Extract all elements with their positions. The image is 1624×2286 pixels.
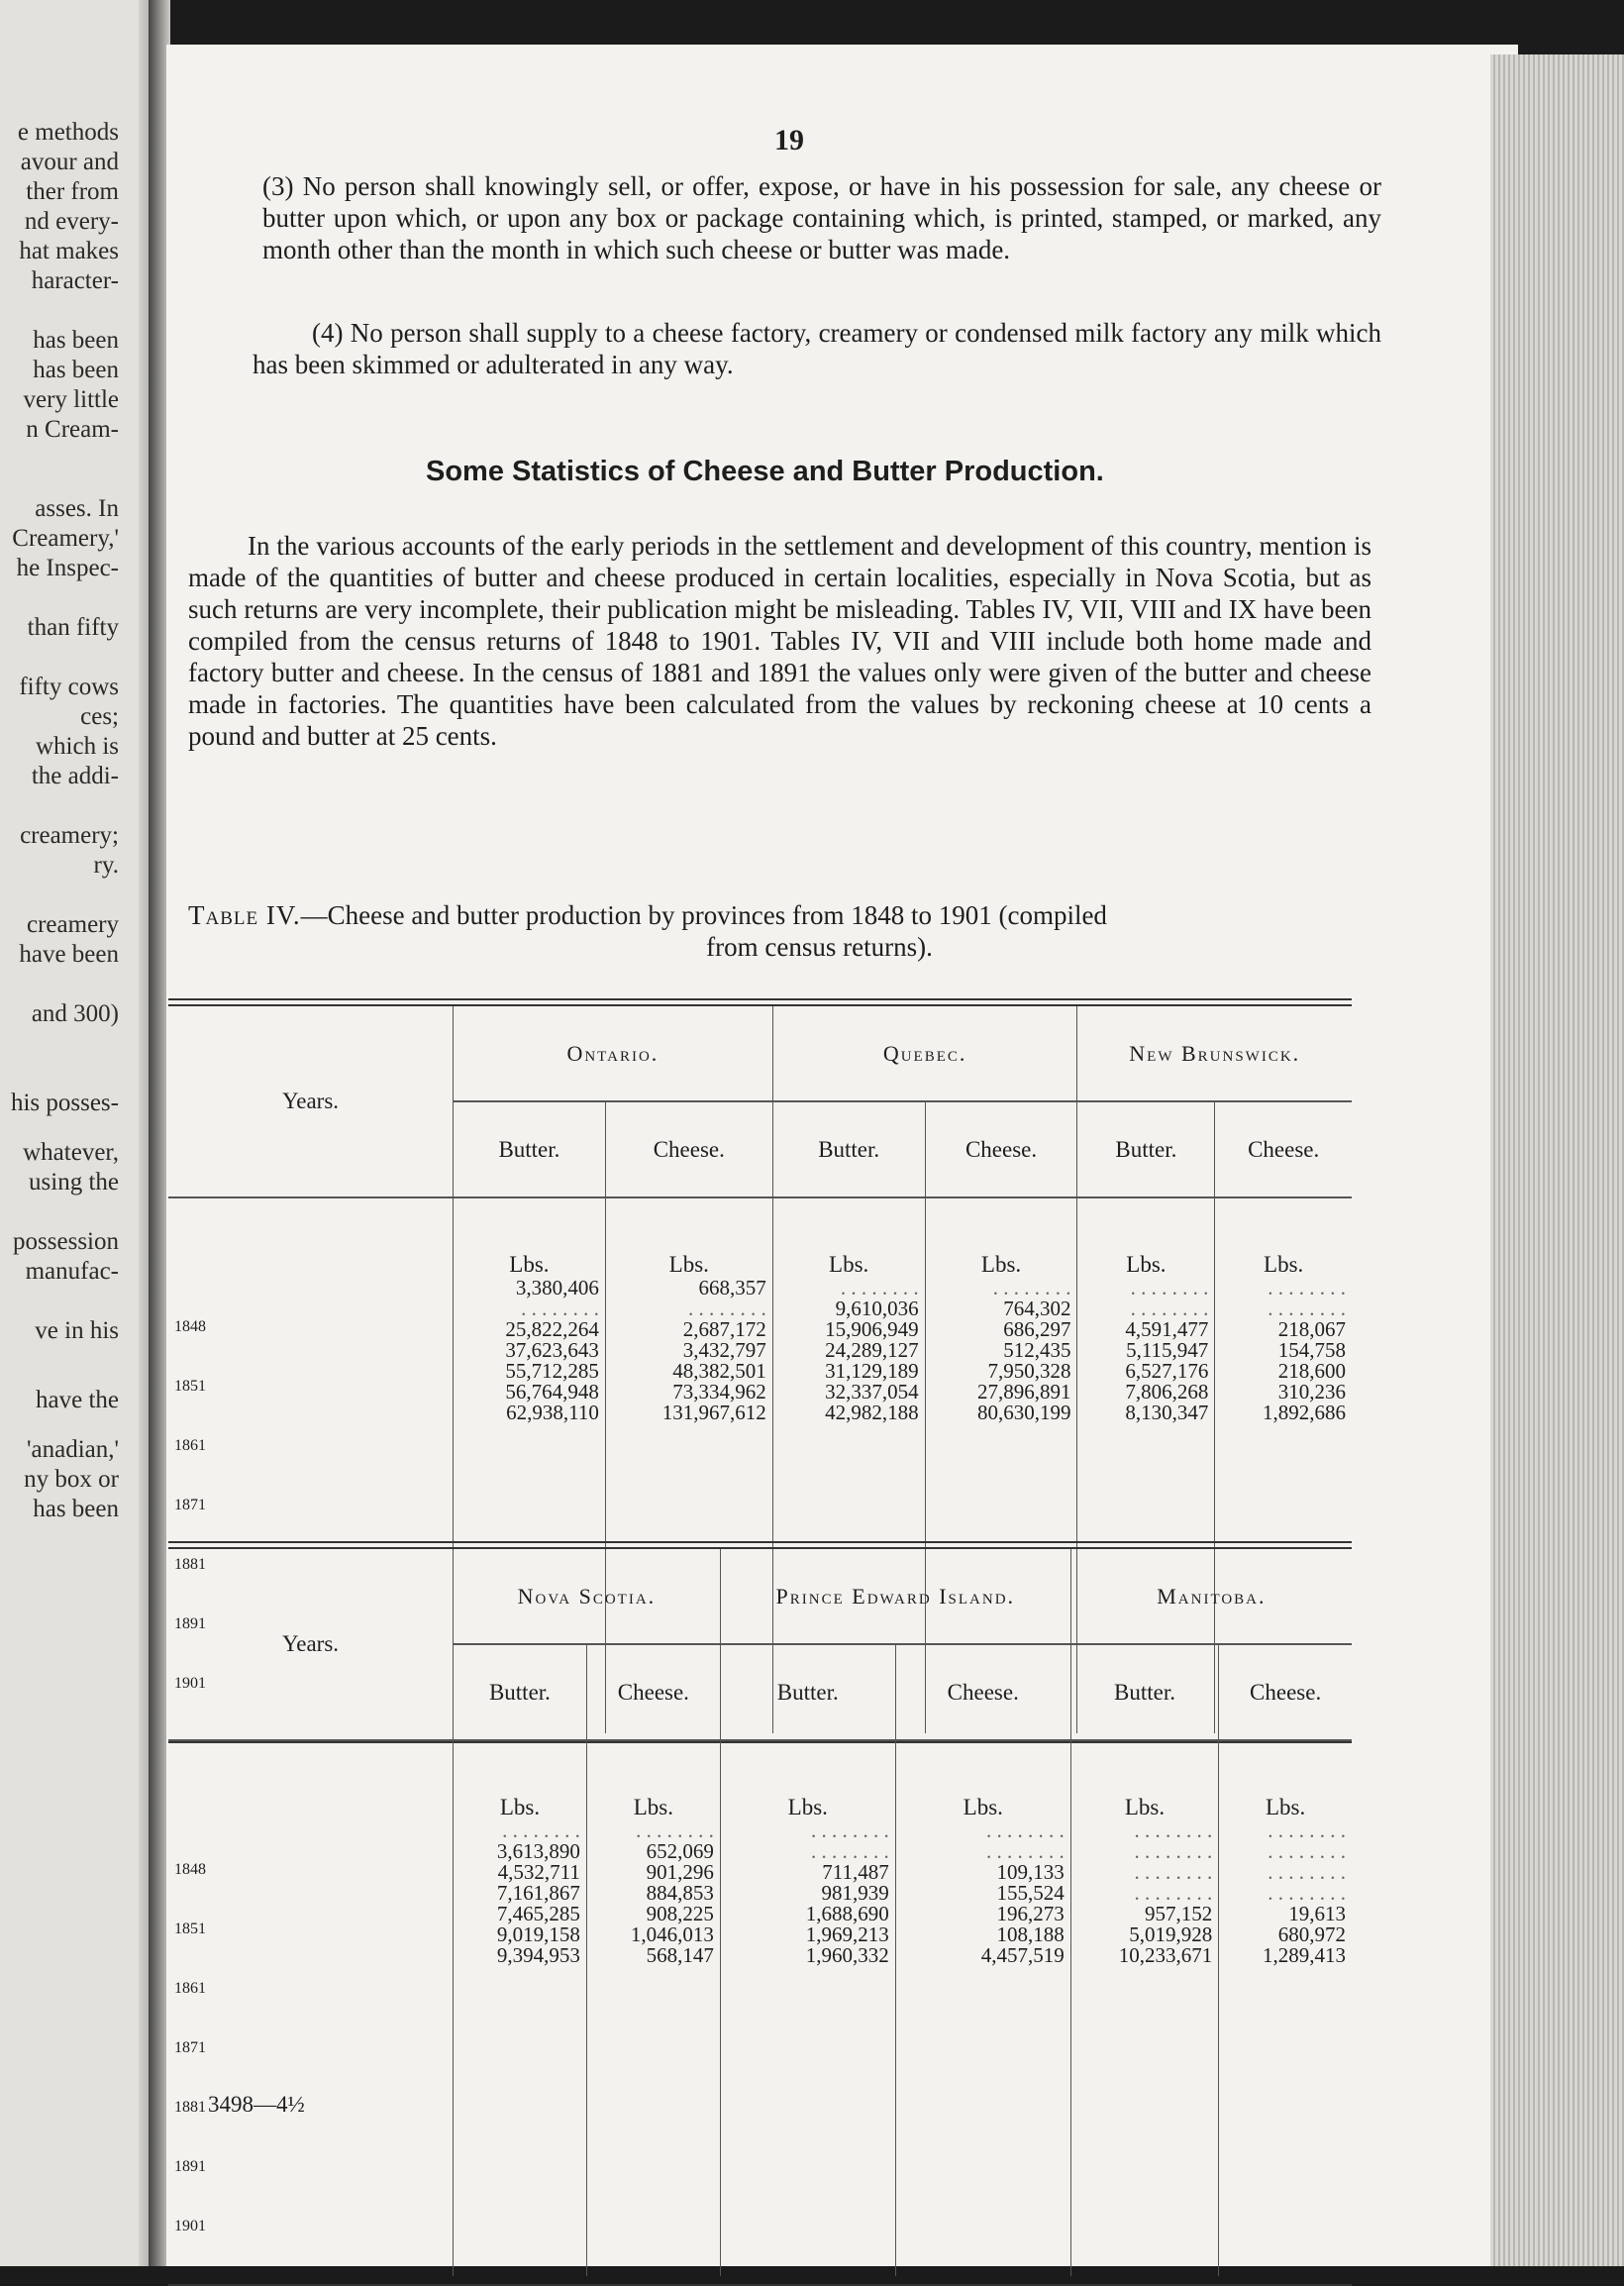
- paragraph-4: (4) No person shall supply to a cheese factory, creamery or condensed milk factory any milk which has been skimmed or adulterated in any way.: [253, 318, 1381, 379]
- value-cell: 1,046,013: [630, 1922, 714, 1946]
- unit-label: Lbs.: [1215, 1197, 1352, 1278]
- value-cell: 1,688,690: [805, 1902, 889, 1925]
- value-cell: 9,019,158: [496, 1922, 580, 1946]
- table-caption: [188, 899, 1362, 963]
- value-column: [454, 1820, 587, 2276]
- value-cell: . . . . . . . .: [1268, 1839, 1346, 1863]
- year-cell: 1861: [174, 1437, 206, 1454]
- facing-page: [0, 0, 149, 2266]
- year-cell: 1891: [174, 1615, 206, 1632]
- value-cell: 981,939: [821, 1881, 889, 1905]
- facing-page-text: ry.: [93, 852, 119, 879]
- value-cell: 8,130,347: [1125, 1401, 1209, 1424]
- facing-page-text: nd every-: [24, 208, 119, 235]
- cheese-header: Cheese.: [1215, 1101, 1352, 1197]
- paragraph-3: [262, 170, 1381, 265]
- butter-header: Butter.: [720, 1644, 895, 1740]
- paragraph-3-text: (3) No person shall knowingly sell, or offer, expose, or have in his possession for sale, any cheese or butter upon which, or upon any box or package containing which, is printed, stamped, or marked, any month other than the month in which such cheese or butter was made.: [262, 171, 1381, 264]
- facing-page-text: have the: [36, 1387, 119, 1413]
- facing-page-text: his posses-: [10, 1090, 119, 1116]
- value-cell: 652,069: [646, 1839, 714, 1863]
- year-cell: 1871: [174, 2039, 206, 2056]
- cheese-header: Cheese.: [1219, 1644, 1352, 1740]
- facing-page-text: which is: [35, 733, 119, 760]
- butter-header: Butter.: [454, 1101, 606, 1197]
- value-cell: 6,527,176: [1125, 1359, 1209, 1383]
- table-caption-line2: from census returns).: [706, 932, 933, 962]
- facing-page-text: than fifty: [27, 614, 119, 641]
- facing-page-text: creamery;: [20, 822, 119, 849]
- province-header: New Brunswick.: [1077, 1006, 1352, 1101]
- value-cell: 80,630,199: [976, 1401, 1071, 1424]
- value-cell: . . . . . . . .: [992, 1276, 1071, 1299]
- value-cell: 686,297: [1003, 1317, 1071, 1341]
- unit-label: Lbs.: [925, 1197, 1077, 1278]
- value-cell: . . . . . . . .: [688, 1297, 766, 1320]
- year-cell: 1891: [174, 2158, 206, 2175]
- facing-page-text: very little: [23, 386, 119, 413]
- page-number: 19: [774, 124, 804, 156]
- years-unit-spacer: [168, 1740, 454, 1820]
- unit-label: Lbs.: [1219, 1740, 1352, 1820]
- value-cell: 7,950,328: [987, 1359, 1071, 1383]
- value-cell: . . . . . . . .: [1268, 1860, 1346, 1884]
- value-cell: 218,600: [1277, 1359, 1346, 1383]
- value-cell: . . . . . . . .: [1130, 1297, 1209, 1320]
- facing-page-text: possession: [13, 1228, 119, 1255]
- value-cell: 3,380,406: [515, 1276, 599, 1299]
- butter-header: Butter.: [454, 1644, 587, 1740]
- value-cell: . . . . . . . .: [636, 1818, 714, 1842]
- cheese-header: Cheese.: [586, 1644, 720, 1740]
- table-caption-lead: Table IV.: [188, 900, 301, 930]
- unit-label: Lbs.: [772, 1197, 925, 1278]
- facing-page-text: n Cream-: [26, 416, 119, 443]
- value-cell: 131,967,612: [661, 1401, 766, 1424]
- value-cell: 568,147: [646, 1943, 714, 1967]
- year-cell: 1851: [174, 1921, 206, 1937]
- intro-paragraph: In the various accounts of the early periods in the settlement and development of this country, mention is made of the quantities of butter and cheese produced in certain localities, especially in Nova Scotia, but as such returns are very incomplete, their publication might be misleading. Tables IV, VII, VIII and IX have been compiled from the census returns of 1848 to 1901. Tables IV, VII and VIII include both home made and factory butter and cheese. In the census of 1881 and 1891 the values only were given of the butter and cheese made in factories. The quantities have been calculated from the values by reckoning cheese at 10 cents a pound and butter at 25 cents.: [188, 531, 1371, 751]
- facing-page-text: and 300): [31, 1000, 119, 1027]
- facing-page-text: ny box or: [24, 1466, 119, 1493]
- unit-label: Lbs.: [1070, 1740, 1219, 1820]
- facing-page-text: fifty cows: [19, 674, 119, 700]
- table-lower: [168, 1541, 1352, 2286]
- facing-page-text: e methods: [17, 119, 119, 146]
- facing-page-text: avour and: [20, 149, 119, 175]
- value-cell: 957,152: [1145, 1902, 1213, 1925]
- value-cell: . . . . . . . .: [1134, 1818, 1213, 1842]
- year-cell: 1861: [174, 1980, 206, 1997]
- year-cell: 1901: [174, 1675, 206, 1692]
- value-cell: 32,337,054: [825, 1380, 919, 1403]
- cheese-header: Cheese.: [895, 1644, 1070, 1740]
- value-cell: 1,960,332: [805, 1943, 889, 1967]
- value-cell: . . . . . . . .: [811, 1839, 889, 1863]
- value-cell: . . . . . . . .: [1268, 1297, 1346, 1320]
- value-cell: 4,457,519: [980, 1943, 1065, 1967]
- province-header: Prince Edward Island.: [720, 1549, 1070, 1644]
- facing-page-text: has been: [33, 327, 119, 354]
- value-cell: 55,712,285: [505, 1359, 599, 1383]
- value-cell: 42,982,188: [825, 1401, 919, 1424]
- value-column: [895, 1820, 1070, 2276]
- province-header: Quebec.: [772, 1006, 1077, 1101]
- unit-label: Lbs.: [454, 1197, 606, 1278]
- facing-page-text: asses. In: [35, 495, 119, 522]
- value-cell: 108,188: [996, 1922, 1065, 1946]
- butter-header: Butter.: [1070, 1644, 1219, 1740]
- value-cell: 680,972: [1277, 1922, 1346, 1946]
- year-cell: 1848: [174, 1318, 206, 1335]
- years-header: Years.: [168, 1549, 454, 1740]
- unit-label: Lbs.: [720, 1740, 895, 1820]
- value-cell: 9,394,953: [496, 1943, 580, 1967]
- value-cell: . . . . . . . .: [1268, 1276, 1346, 1299]
- value-cell: 3,613,890: [496, 1839, 580, 1863]
- value-cell: 5,115,947: [1126, 1338, 1209, 1362]
- facing-page-text: has been: [33, 1496, 119, 1522]
- unit-label: Lbs.: [1077, 1197, 1215, 1278]
- value-cell: 764,302: [1003, 1297, 1071, 1320]
- value-cell: 901,296: [646, 1860, 714, 1884]
- value-column: [586, 1820, 720, 2276]
- unit-label: Lbs.: [586, 1740, 720, 1820]
- value-cell: . . . . . . . .: [986, 1839, 1065, 1863]
- value-cell: 3,432,797: [682, 1338, 766, 1362]
- value-cell: 154,758: [1277, 1338, 1346, 1362]
- value-cell: 15,906,949: [825, 1317, 919, 1341]
- value-cell: 155,524: [996, 1881, 1065, 1905]
- cheese-header: Cheese.: [605, 1101, 772, 1197]
- years-column: [168, 1820, 454, 2276]
- page-stack-edge: [1490, 54, 1624, 2266]
- facing-page-text: whatever,: [23, 1139, 119, 1166]
- facing-page-text: have been: [19, 941, 119, 968]
- value-cell: 908,225: [646, 1902, 714, 1925]
- value-cell: . . . . . . . .: [840, 1276, 919, 1299]
- value-cell: . . . . . . . .: [1268, 1881, 1346, 1905]
- page-footer: 3498—4½: [208, 2092, 305, 2117]
- value-cell: 218,067: [1277, 1317, 1346, 1341]
- facing-page-text: using the: [29, 1169, 119, 1195]
- facing-page-text: the addi-: [31, 763, 119, 789]
- value-column: [720, 1820, 895, 2276]
- table-rule-top: [168, 998, 1352, 1006]
- value-cell: 48,382,501: [672, 1359, 766, 1383]
- value-cell: . . . . . . . .: [1134, 1839, 1213, 1863]
- year-cell: 1848: [174, 1861, 206, 1878]
- value-cell: 7,161,867: [496, 1881, 580, 1905]
- value-cell: 2,687,172: [682, 1317, 766, 1341]
- butter-header: Butter.: [1077, 1101, 1215, 1197]
- table-lower-grid: [168, 1549, 1352, 2276]
- value-cell: 196,273: [996, 1902, 1065, 1925]
- table-rule-top: [168, 1541, 1352, 1549]
- facing-page-text: haracter-: [31, 267, 119, 294]
- value-cell: 24,289,127: [825, 1338, 919, 1362]
- value-cell: 1,289,413: [1263, 1943, 1346, 1967]
- year-cell: 1901: [174, 2218, 206, 2234]
- value-cell: 56,764,948: [505, 1380, 599, 1403]
- value-cell: 37,623,643: [505, 1338, 599, 1362]
- value-cell: 9,610,036: [835, 1297, 919, 1320]
- facing-page-text: ve in his: [35, 1317, 119, 1344]
- facing-page-text: has been: [33, 357, 119, 383]
- value-cell: 19,613: [1288, 1902, 1346, 1925]
- year-cell: 1871: [174, 1497, 206, 1513]
- value-column: [1219, 1820, 1352, 2276]
- value-cell: 711,487: [822, 1860, 889, 1884]
- year-cell: 1881: [174, 2099, 206, 2116]
- cheese-header: Cheese.: [925, 1101, 1077, 1197]
- province-header: Ontario.: [454, 1006, 773, 1101]
- value-cell: 1,969,213: [805, 1922, 889, 1946]
- table-caption-line1: —Cheese and butter production by provinces from 1848 to 1901 (compiled: [300, 900, 1107, 930]
- value-cell: 31,129,189: [825, 1359, 919, 1383]
- section-heading: Some Statistics of Cheese and Butter Production.: [426, 456, 1104, 487]
- value-column: [1070, 1820, 1219, 2276]
- value-cell: . . . . . . . .: [1130, 1276, 1209, 1299]
- value-cell: 27,896,891: [976, 1380, 1071, 1403]
- facing-page-text: 'anadian,': [27, 1436, 119, 1463]
- value-cell: . . . . . . . .: [1134, 1881, 1213, 1905]
- years-unit-spacer: [168, 1197, 454, 1278]
- value-cell: . . . . . . . .: [986, 1818, 1065, 1842]
- year-cell: 1881: [174, 1556, 206, 1573]
- butter-header: Butter.: [772, 1101, 925, 1197]
- unit-label: Lbs.: [454, 1740, 587, 1820]
- value-cell: 25,822,264: [505, 1317, 599, 1341]
- value-cell: 884,853: [646, 1881, 714, 1905]
- value-cell: 4,532,711: [497, 1860, 580, 1884]
- value-cell: 1,892,686: [1263, 1401, 1346, 1424]
- value-cell: 10,233,671: [1118, 1943, 1213, 1967]
- value-cell: . . . . . . . .: [1268, 1818, 1346, 1842]
- years-header: Years.: [168, 1006, 454, 1197]
- facing-page-text: creamery: [27, 911, 119, 938]
- unit-label: Lbs.: [605, 1197, 772, 1278]
- facing-page-text: hat makes: [19, 238, 119, 264]
- value-cell: 4,591,477: [1125, 1317, 1209, 1341]
- value-cell: 5,019,928: [1129, 1922, 1213, 1946]
- value-cell: . . . . . . . .: [521, 1297, 599, 1320]
- value-cell: 62,938,110: [506, 1401, 599, 1424]
- facing-page-text: Creamery,': [12, 525, 119, 552]
- province-header: Nova Scotia.: [454, 1549, 721, 1644]
- facing-page-text: manufac-: [25, 1258, 119, 1285]
- value-cell: 7,806,268: [1125, 1380, 1209, 1403]
- value-cell: . . . . . . . .: [1134, 1860, 1213, 1884]
- value-cell: . . . . . . . .: [811, 1818, 889, 1842]
- year-cell: 1851: [174, 1378, 206, 1395]
- value-cell: 109,133: [996, 1860, 1065, 1884]
- value-cell: . . . . . . . .: [502, 1818, 580, 1842]
- value-cell: 7,465,285: [496, 1902, 580, 1925]
- facing-page-text: he Inspec-: [16, 555, 119, 581]
- value-cell: 73,334,962: [672, 1380, 766, 1403]
- facing-page-text: ces;: [80, 703, 119, 730]
- value-cell: 668,357: [698, 1276, 766, 1299]
- facing-page-text: ther from: [26, 178, 119, 205]
- value-cell: 512,435: [1003, 1338, 1071, 1362]
- province-header: Manitoba.: [1070, 1549, 1352, 1644]
- value-cell: 310,236: [1277, 1380, 1346, 1403]
- page-edge: [139, 0, 149, 2266]
- unit-label: Lbs.: [895, 1740, 1070, 1820]
